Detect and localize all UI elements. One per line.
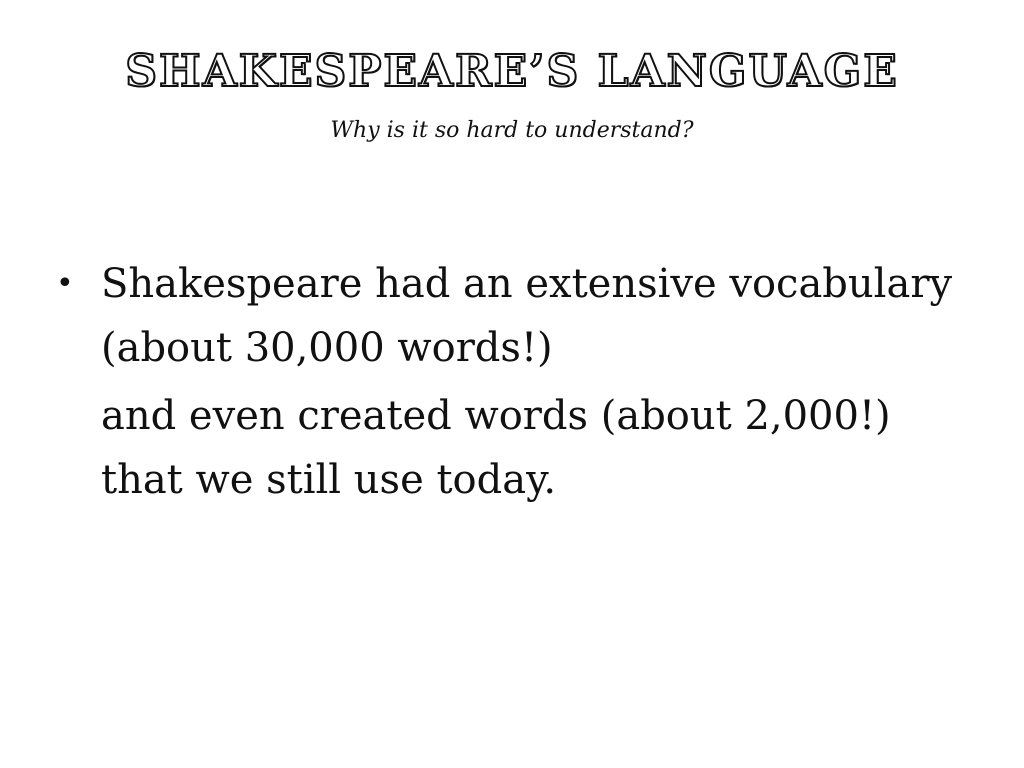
bullet-item [56,252,956,380]
slide-body [56,252,956,512]
slide-subtitle: Why is it so hard to understand? [330,118,694,143]
bullet-marker: • [56,266,74,301]
slide-title: SHAKESPEARE’S LANGUAGE [125,46,899,97]
bullet-text: Shakespeare had an extensive vocabulary (about 30,000 words!) [101,261,953,371]
bullet-continuation: and even created words (about 2,000!) that we still use today. [101,393,891,503]
